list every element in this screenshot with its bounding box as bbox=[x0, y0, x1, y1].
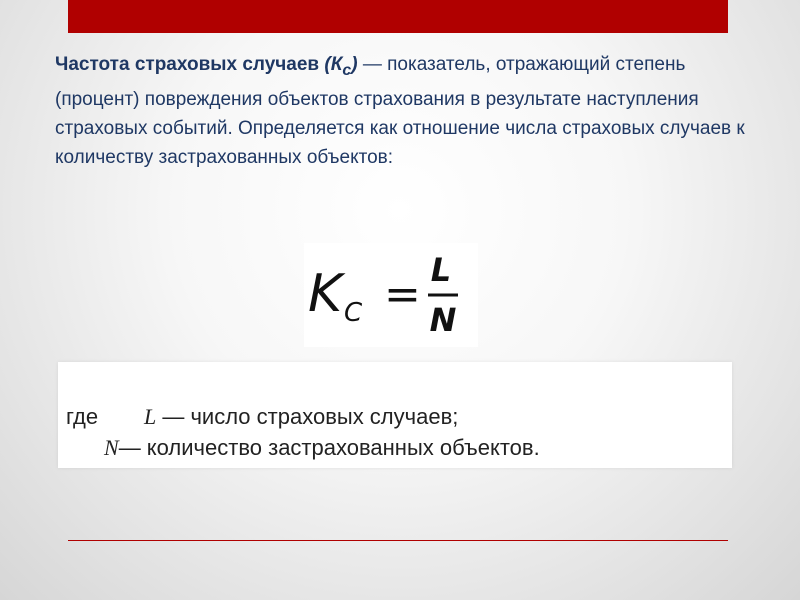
formula-equals: = bbox=[384, 269, 421, 320]
definition-text: — показатель, отражающий степень (процент) повреждения объектов страхования в результате наступления страховых событий. Определяется как отношение числа страховых случаев к количеству застрахованных объектов: bbox=[55, 54, 745, 168]
legend-line-n bbox=[104, 435, 540, 461]
bottom-divider bbox=[68, 540, 728, 541]
formula-graphic bbox=[304, 243, 478, 347]
legend-box bbox=[58, 362, 732, 468]
definition-term: Частота страховых случаев bbox=[55, 54, 320, 75]
legend-n-desc: — количество застрахованных объектов. bbox=[118, 435, 540, 460]
legend-l-var: L bbox=[144, 404, 157, 429]
formula-numerator: L bbox=[430, 251, 452, 289]
legend-line-l bbox=[66, 404, 458, 430]
definition-symbol: $(К_с)$ bbox=[324, 54, 358, 79]
legend-l-desc: — число страховых случаев; bbox=[156, 404, 459, 429]
legend-where: где bbox=[66, 404, 99, 429]
formula-image bbox=[304, 243, 478, 347]
legend-n-var: N bbox=[104, 435, 119, 460]
definition-paragraph bbox=[55, 50, 755, 172]
formula-lhs: K bbox=[308, 264, 343, 324]
formula-lhs-subscript: C bbox=[344, 298, 363, 328]
top-accent-bar bbox=[68, 0, 728, 33]
formula-denominator: N bbox=[429, 301, 457, 339]
